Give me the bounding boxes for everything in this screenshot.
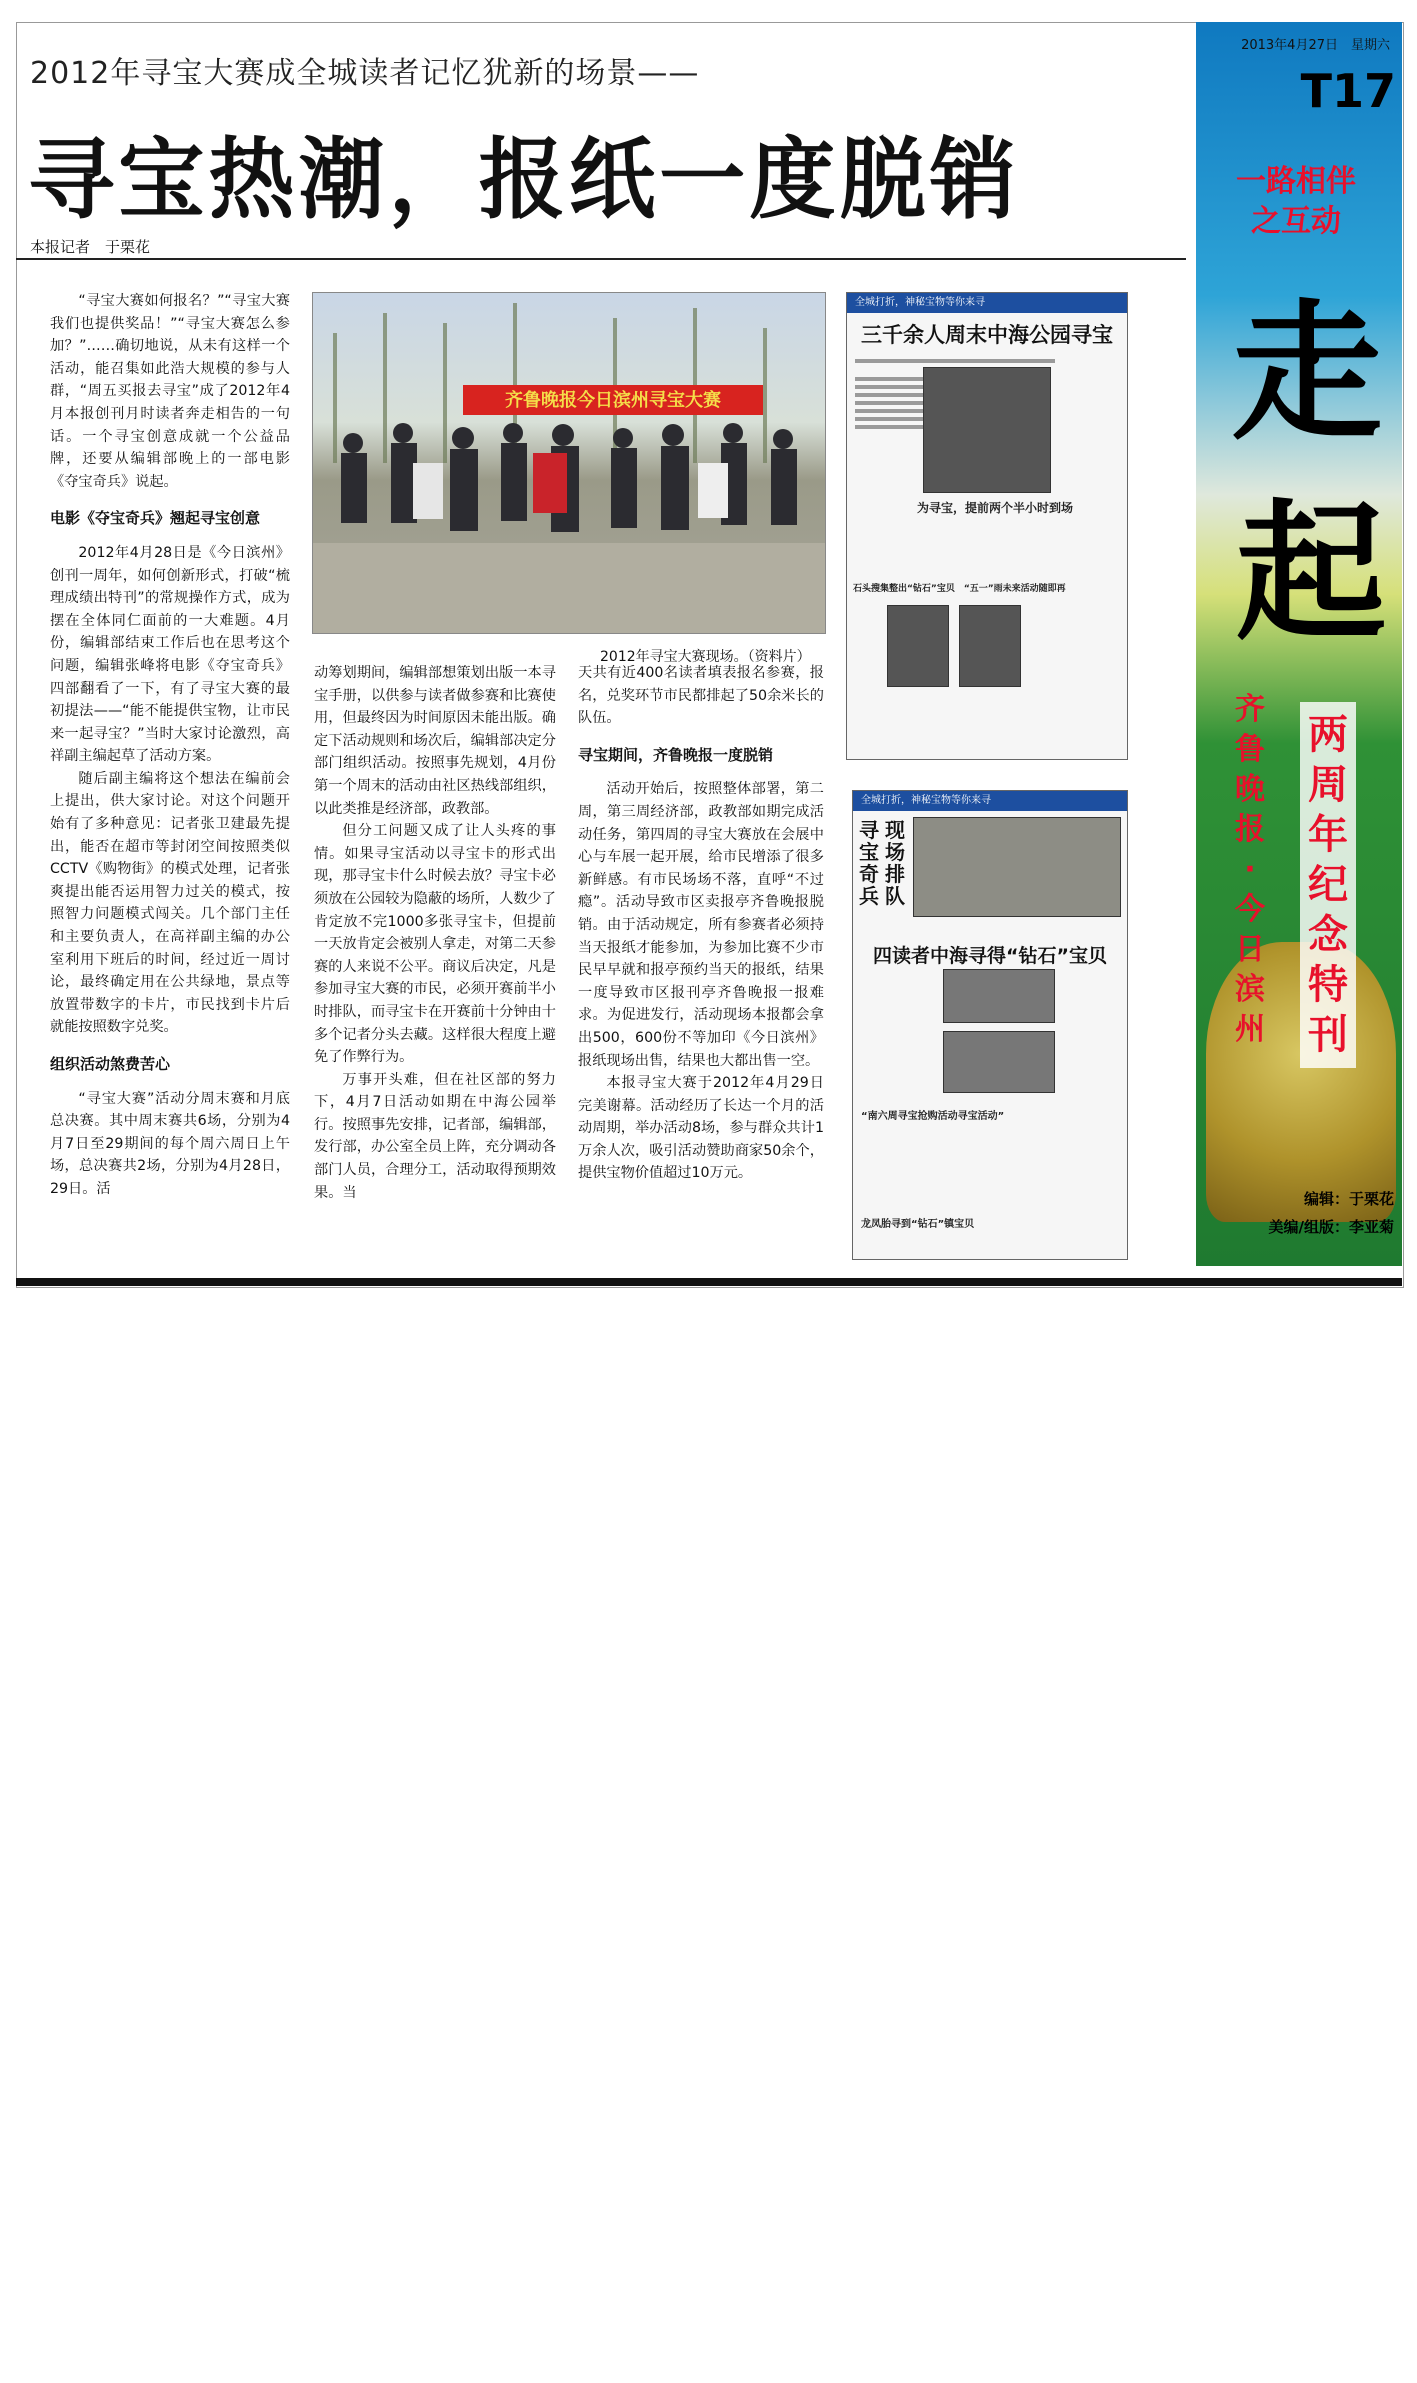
- clipping-vertical-title: 寻宝奇兵: [859, 818, 879, 908]
- text-line: [855, 409, 925, 413]
- paragraph: 但分工问题又成了让人头疼的事情。如果寻宝活动以寻宝卡的形式出现，那寻宝卡什么时候去放？寻宝卡必须放在公园较为隐蔽的场所，人数少了肯定放不完1000多张寻宝卡，但提前一天放肯定会被别人拿走，对第二天参赛的人来说不公平。商议后决定，凡是参加寻宝大赛的市民，必须开赛前半小时排队，而寻宝卡在开赛前十分钟由十多个记者分头去藏。这样很大程度上避免了作弊行为。: [314, 823, 556, 1066]
- clipping-subhead: 为寻宝，提前两个半小时到场: [917, 501, 1074, 515]
- text-line: [855, 385, 925, 389]
- calligraphy-char: 起: [1236, 485, 1387, 661]
- paragraph: 天共有近400名读者填表报名参赛，报名，兑奖环节市民都排起了50余米长的队伍。: [578, 665, 824, 727]
- clipping-banner: 全城打折，神秘宝物等你来寻: [847, 293, 1127, 313]
- text-line: [855, 425, 925, 429]
- clipping-photo: [943, 1031, 1055, 1093]
- clipping-headline: 四读者中海寻得“钻石”宝贝: [873, 945, 1107, 967]
- page-number: T17: [1300, 64, 1396, 118]
- paragraph: 随后副主编将这个想法在编前会上提出，供大家讨论。对这个问题开始有了多种意见：记者张卫建最先提出，能否在超市等封闭空间按照类似CCTV《购物街》的模式处理，记者张爽提出能否运用智力过关的模式，按照智力问题模式闯关。几个部门主任和主要负责人，在高祥副主编的办公室利用下班后的时间，经过近一周讨论，最终确定用在公共绿地，景点等放置带数字的卡片，市民找到卡片后就能按照数字兑奖。: [50, 770, 290, 1036]
- special-edition-title: 两周年纪念特刊: [1300, 702, 1356, 1068]
- page-bottom-rule: [16, 1278, 1402, 1286]
- paragraph: 动筹划期间，编辑部想策划出版一本寻宝手册，以供参与读者做参赛和比赛使用，但最终因为时间原因未能出版。确定下活动规则和场次后，编辑部决定分部门组织活动。按照事先规划，4月份第一个周末的活动由社区热线部组织，以此类推是经济部，政教部。: [314, 665, 556, 817]
- article-column-2: [314, 662, 556, 1204]
- clipping-photo: [959, 605, 1021, 687]
- newspaper-clipping-1: [846, 292, 1128, 760]
- article-title: 寻宝热潮，报纸一度脱销: [28, 128, 1020, 231]
- header-divider: [16, 258, 1186, 260]
- paragraph: 本报寻宝大赛于2012年4月29日完美谢幕。活动经历了长达一个月的活动周期，举办活动8场，参与群众共计1万余人次，吸引活动赞助商家50余个，提供宝物价值超过10万元。: [578, 1075, 824, 1182]
- paragraph: 2012年4月28日是《今日滨州》创刊一周年，如何创新形式，打破“梳理成绩出特刊”的常规操作方式，成为摆在全体同仁面前的一大难题。4月份，编辑部结束工作后也在思考这个问题，编辑张峰将电影《夺宝奇兵》四部翻看了一下，有了寻宝大赛的最初提法——“能不能提供宝物，让市民来一起寻宝？”当时大家讨论激烈，高祥副主编起草了活动方案。: [50, 544, 290, 765]
- editor-credit: 编辑：于栗花: [1303, 1190, 1394, 1208]
- brand-logo-vertical: 齐鲁晚报·今日滨州: [1235, 692, 1265, 1047]
- clipping-subhead: 石头搜集整出“钻石”宝贝 “五一”雨未来活动随即再: [853, 584, 1066, 594]
- paragraph: 活动开始后，按照整体部署，第二周，第三周经济部，政教部如期完成活动任务，第四周的寻宝大赛放在会展中心与车展一起开展，给市民增添了很多新鲜感。有市民场场不落，直呼“不过瘾”。活动导致市区卖报亭齐鲁晚报脱销。由于活动规定，所有参赛者必须持当天报纸才能参加，为参加比赛不少市民早早就和报亭预约当天的报纸，结果一度导致市区报刊亭齐鲁晚报一报难求。为促进发行，活动现场本报都会拿出500，600份不等加印《今日滨州》报纸现场出售，结果也大都出售一空。: [578, 781, 824, 1069]
- article-column-3: [578, 662, 824, 1185]
- clipping-subhead: “南六周寻宝抢购活动寻宝活动”: [861, 1111, 1005, 1122]
- section-heading: 电影《夺宝奇兵》翘起寻宝创意: [50, 509, 261, 528]
- clipping-photo: [913, 817, 1121, 917]
- photo-caption: 2012年寻宝大赛现场。（资料片）: [600, 649, 811, 665]
- newspaper-clipping-2: [852, 790, 1128, 1260]
- clipping-subhead: 龙凤胎寻到“钻石”镇宝贝: [861, 1219, 975, 1230]
- slogan-line: 之互动: [1251, 204, 1341, 239]
- section-heading: 寻宝期间，齐鲁晚报一度脱销: [578, 745, 774, 764]
- clipping-photo: [923, 367, 1051, 493]
- paragraph: “寻宝大赛如何报名？”“寻宝大赛我们也提供奖品！”“寻宝大赛怎么参加？”……确切地说，从未有这样一个活动，能召集如此浩大规模的参与人群，“周五买报去寻宝”成了2012年4月本报创刊月时读者奔走相告的一句话。一个寻宝创意成就一个公益品牌，还要从编辑部晚上的一部电影《夺宝奇兵》说起。: [50, 293, 290, 490]
- text-line: [855, 393, 925, 397]
- text-line: [855, 359, 1055, 363]
- sidebar-slogan: [1226, 162, 1366, 242]
- photo-banner-text: 齐鲁晚报今日滨州寻宝大赛: [505, 390, 721, 411]
- clipping-headline: 三千余人周末中海公园寻宝: [861, 323, 1113, 347]
- text-line: [855, 377, 925, 381]
- clipping-banner: 全城打折，神秘宝物等你来寻: [853, 791, 1127, 811]
- article-subtitle: 2012年寻宝大赛成全城读者记忆犹新的场景——: [30, 56, 700, 91]
- slogan-line: 一路相伴: [1236, 164, 1356, 199]
- clipping-vertical-title: 现场排队: [885, 818, 905, 908]
- text-line: [855, 417, 925, 421]
- article-byline: 本报记者 于栗花: [30, 238, 151, 256]
- article-column-1: [50, 290, 290, 1201]
- designer-credit: 美编/组版：李亚菊: [1268, 1218, 1394, 1236]
- calligraphy-char: 走: [1232, 285, 1383, 461]
- clipping-photo: [887, 605, 949, 687]
- clipping-photo: [943, 969, 1055, 1023]
- paragraph: “寻宝大赛”活动分周末赛和月底总决赛。其中周末赛共6场，分别为4月7日至29期间的每个周六周日上午场，总决赛共2场，分别为4月28日，29日。活: [50, 1090, 290, 1197]
- text-line: [855, 401, 925, 405]
- issue-date: 2013年4月27日 星期六: [1241, 38, 1390, 53]
- section-heading: 组织活动煞费苦心: [50, 1055, 171, 1073]
- special-edition-sidebar: [1196, 22, 1402, 1266]
- event-photo: [312, 292, 826, 634]
- paragraph: 万事开头难，但在社区部的努力下，4月7日活动如期在中海公园举行。按照事先安排，记者部，编辑部，发行部，办公室全员上阵，充分调动各部门人员，合理分工，活动取得预期效果。当: [314, 1071, 556, 1201]
- crowd-scene-illustration: [313, 293, 825, 633]
